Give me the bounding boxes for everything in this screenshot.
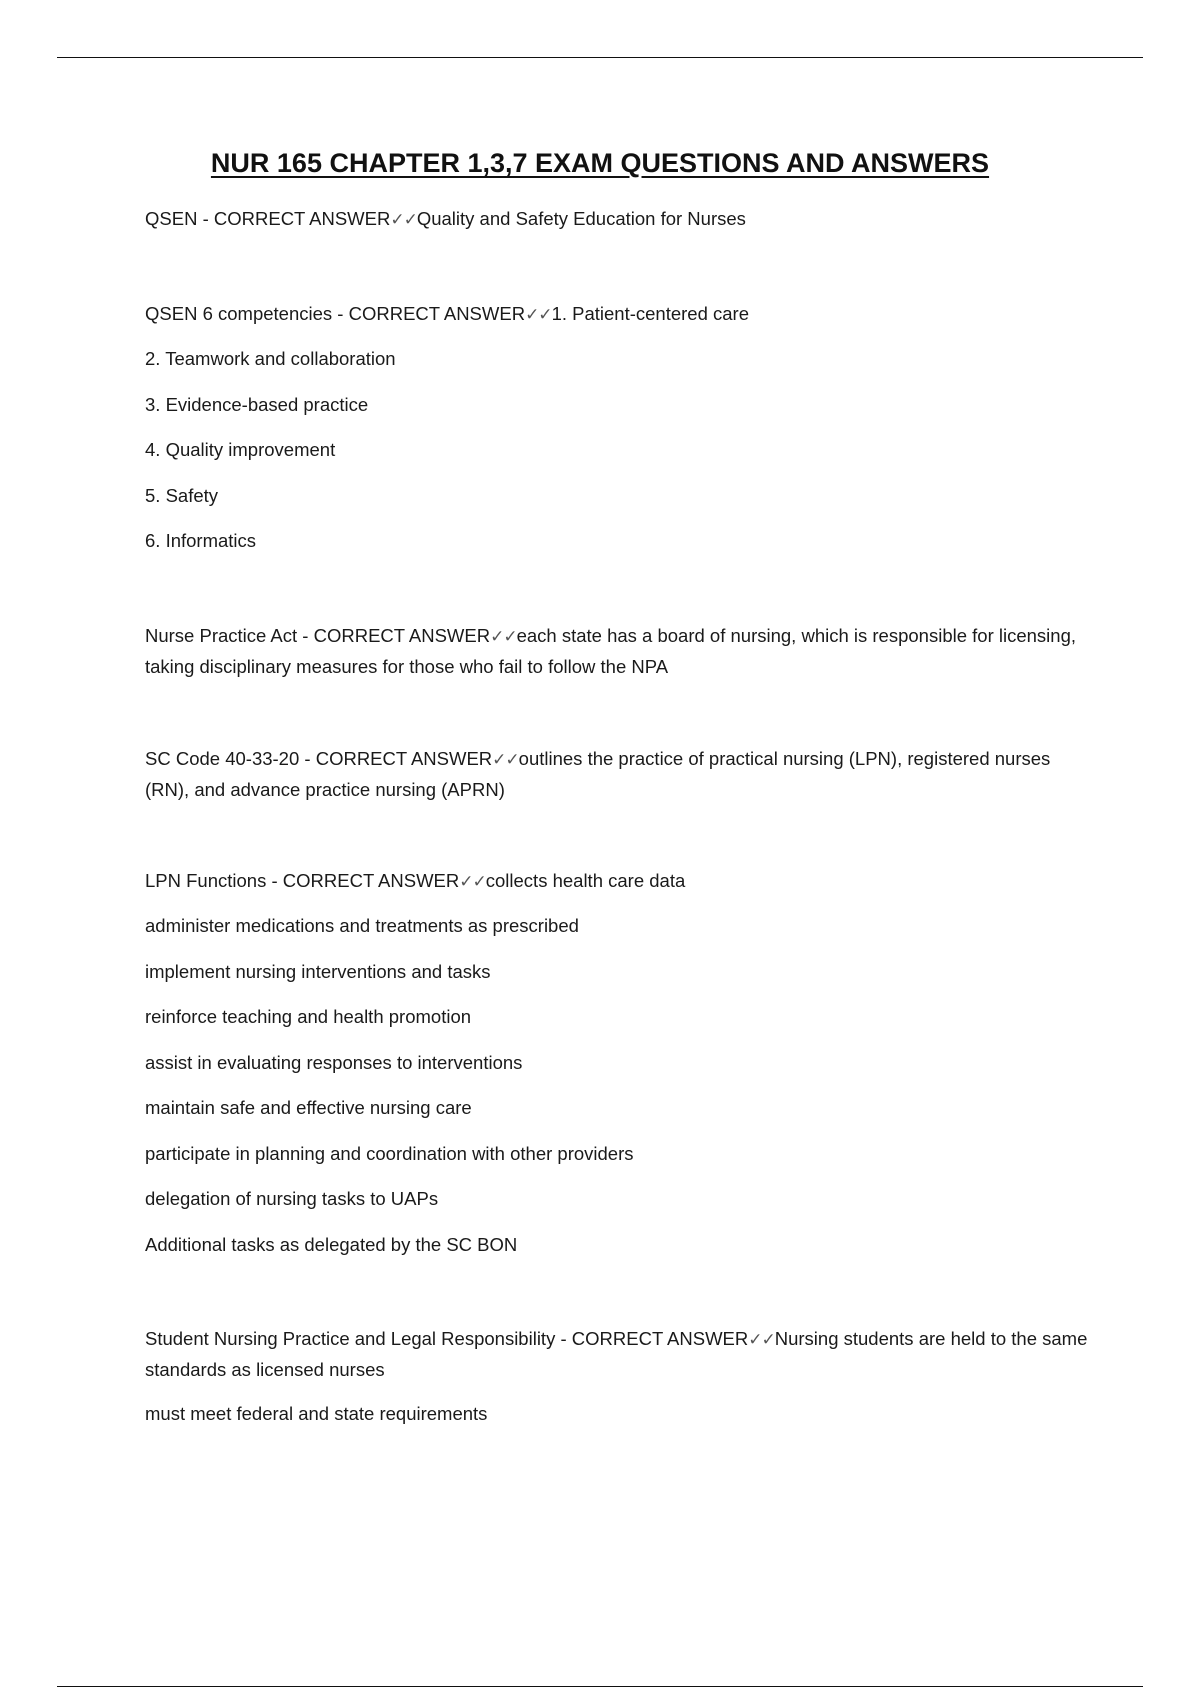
qa-entry-student-nursing-practice	[145, 1324, 1090, 1384]
list-item: maintain safe and effective nursing care	[145, 1097, 472, 1118]
answer: each state has a board of nursing, which is responsible for licensing, taking disciplinary measures for those who fail to follow the NPA	[145, 625, 1077, 677]
qa-entry-qsen	[145, 204, 1090, 235]
answer-marker: - CORRECT ANSWER	[266, 870, 460, 891]
list-item: participate in planning and coordination with other providers	[145, 1143, 634, 1164]
top-divider	[57, 57, 1143, 58]
check-icon: ✓✓	[525, 305, 552, 325]
term: Student Nursing Practice and Legal Responsibility	[145, 1328, 556, 1349]
qa-entry-sc-code	[145, 744, 1090, 804]
term: SC Code 40-33-20	[145, 748, 300, 769]
list-item: 3. Evidence-based practice	[145, 394, 369, 415]
check-icon: ✓✓	[459, 872, 486, 892]
document-title: NUR 165 CHAPTER 1,3,7 EXAM QUESTIONS AND ANSWERS	[210, 148, 990, 178]
term: Nurse Practice Act	[145, 625, 298, 646]
list-item: reinforce teaching and health promotion	[145, 1006, 472, 1027]
answer-marker: - CORRECT ANSWER	[197, 208, 391, 229]
list-item: 2. Teamwork and collaboration	[145, 348, 396, 369]
list-item: 6. Informatics	[145, 530, 257, 551]
term: LPN Functions	[145, 870, 267, 891]
answer-marker: - CORRECT ANSWER	[332, 303, 526, 324]
answer: Quality and Safety Education for Nurses	[416, 208, 746, 229]
answer-marker: - CORRECT ANSWER	[555, 1328, 749, 1349]
check-icon: ✓✓	[490, 627, 517, 647]
list-item: Additional tasks as delegated by the SC BON	[145, 1234, 518, 1255]
term: QSEN	[145, 208, 198, 229]
answer: outlines the practice of practical nursing (LPN), registered nurses (RN), and advance practice nursing (APRN)	[145, 748, 1051, 800]
answer: 1. Patient-centered care	[551, 303, 750, 324]
answer: collects health care data	[485, 870, 686, 891]
answer: Nursing students are held to the same standards as licensed nurses	[145, 1328, 1088, 1380]
list-item: assist in evaluating responses to interventions	[145, 1052, 523, 1073]
check-icon: ✓✓	[748, 1330, 775, 1350]
check-icon: ✓✓	[492, 750, 519, 770]
list-item: must meet federal and state requirements	[145, 1403, 488, 1424]
qa-entry-qsen-competencies	[145, 299, 1090, 330]
qa-entry-lpn-functions	[145, 866, 1090, 897]
list-item: delegation of nursing tasks to UAPs	[145, 1188, 439, 1209]
list-item: administer medications and treatments as prescribed	[145, 915, 579, 936]
term: QSEN 6 competencies	[145, 303, 333, 324]
list-item: 5. Safety	[145, 485, 219, 506]
answer-marker: - CORRECT ANSWER	[297, 625, 491, 646]
answer-marker: - CORRECT ANSWER	[299, 748, 493, 769]
check-icon: ✓✓	[390, 210, 417, 230]
list-item: implement nursing interventions and tasks	[145, 961, 491, 982]
qa-entry-nurse-practice-act	[145, 621, 1090, 681]
list-item: 4. Quality improvement	[145, 439, 336, 460]
bottom-divider	[57, 1686, 1143, 1687]
